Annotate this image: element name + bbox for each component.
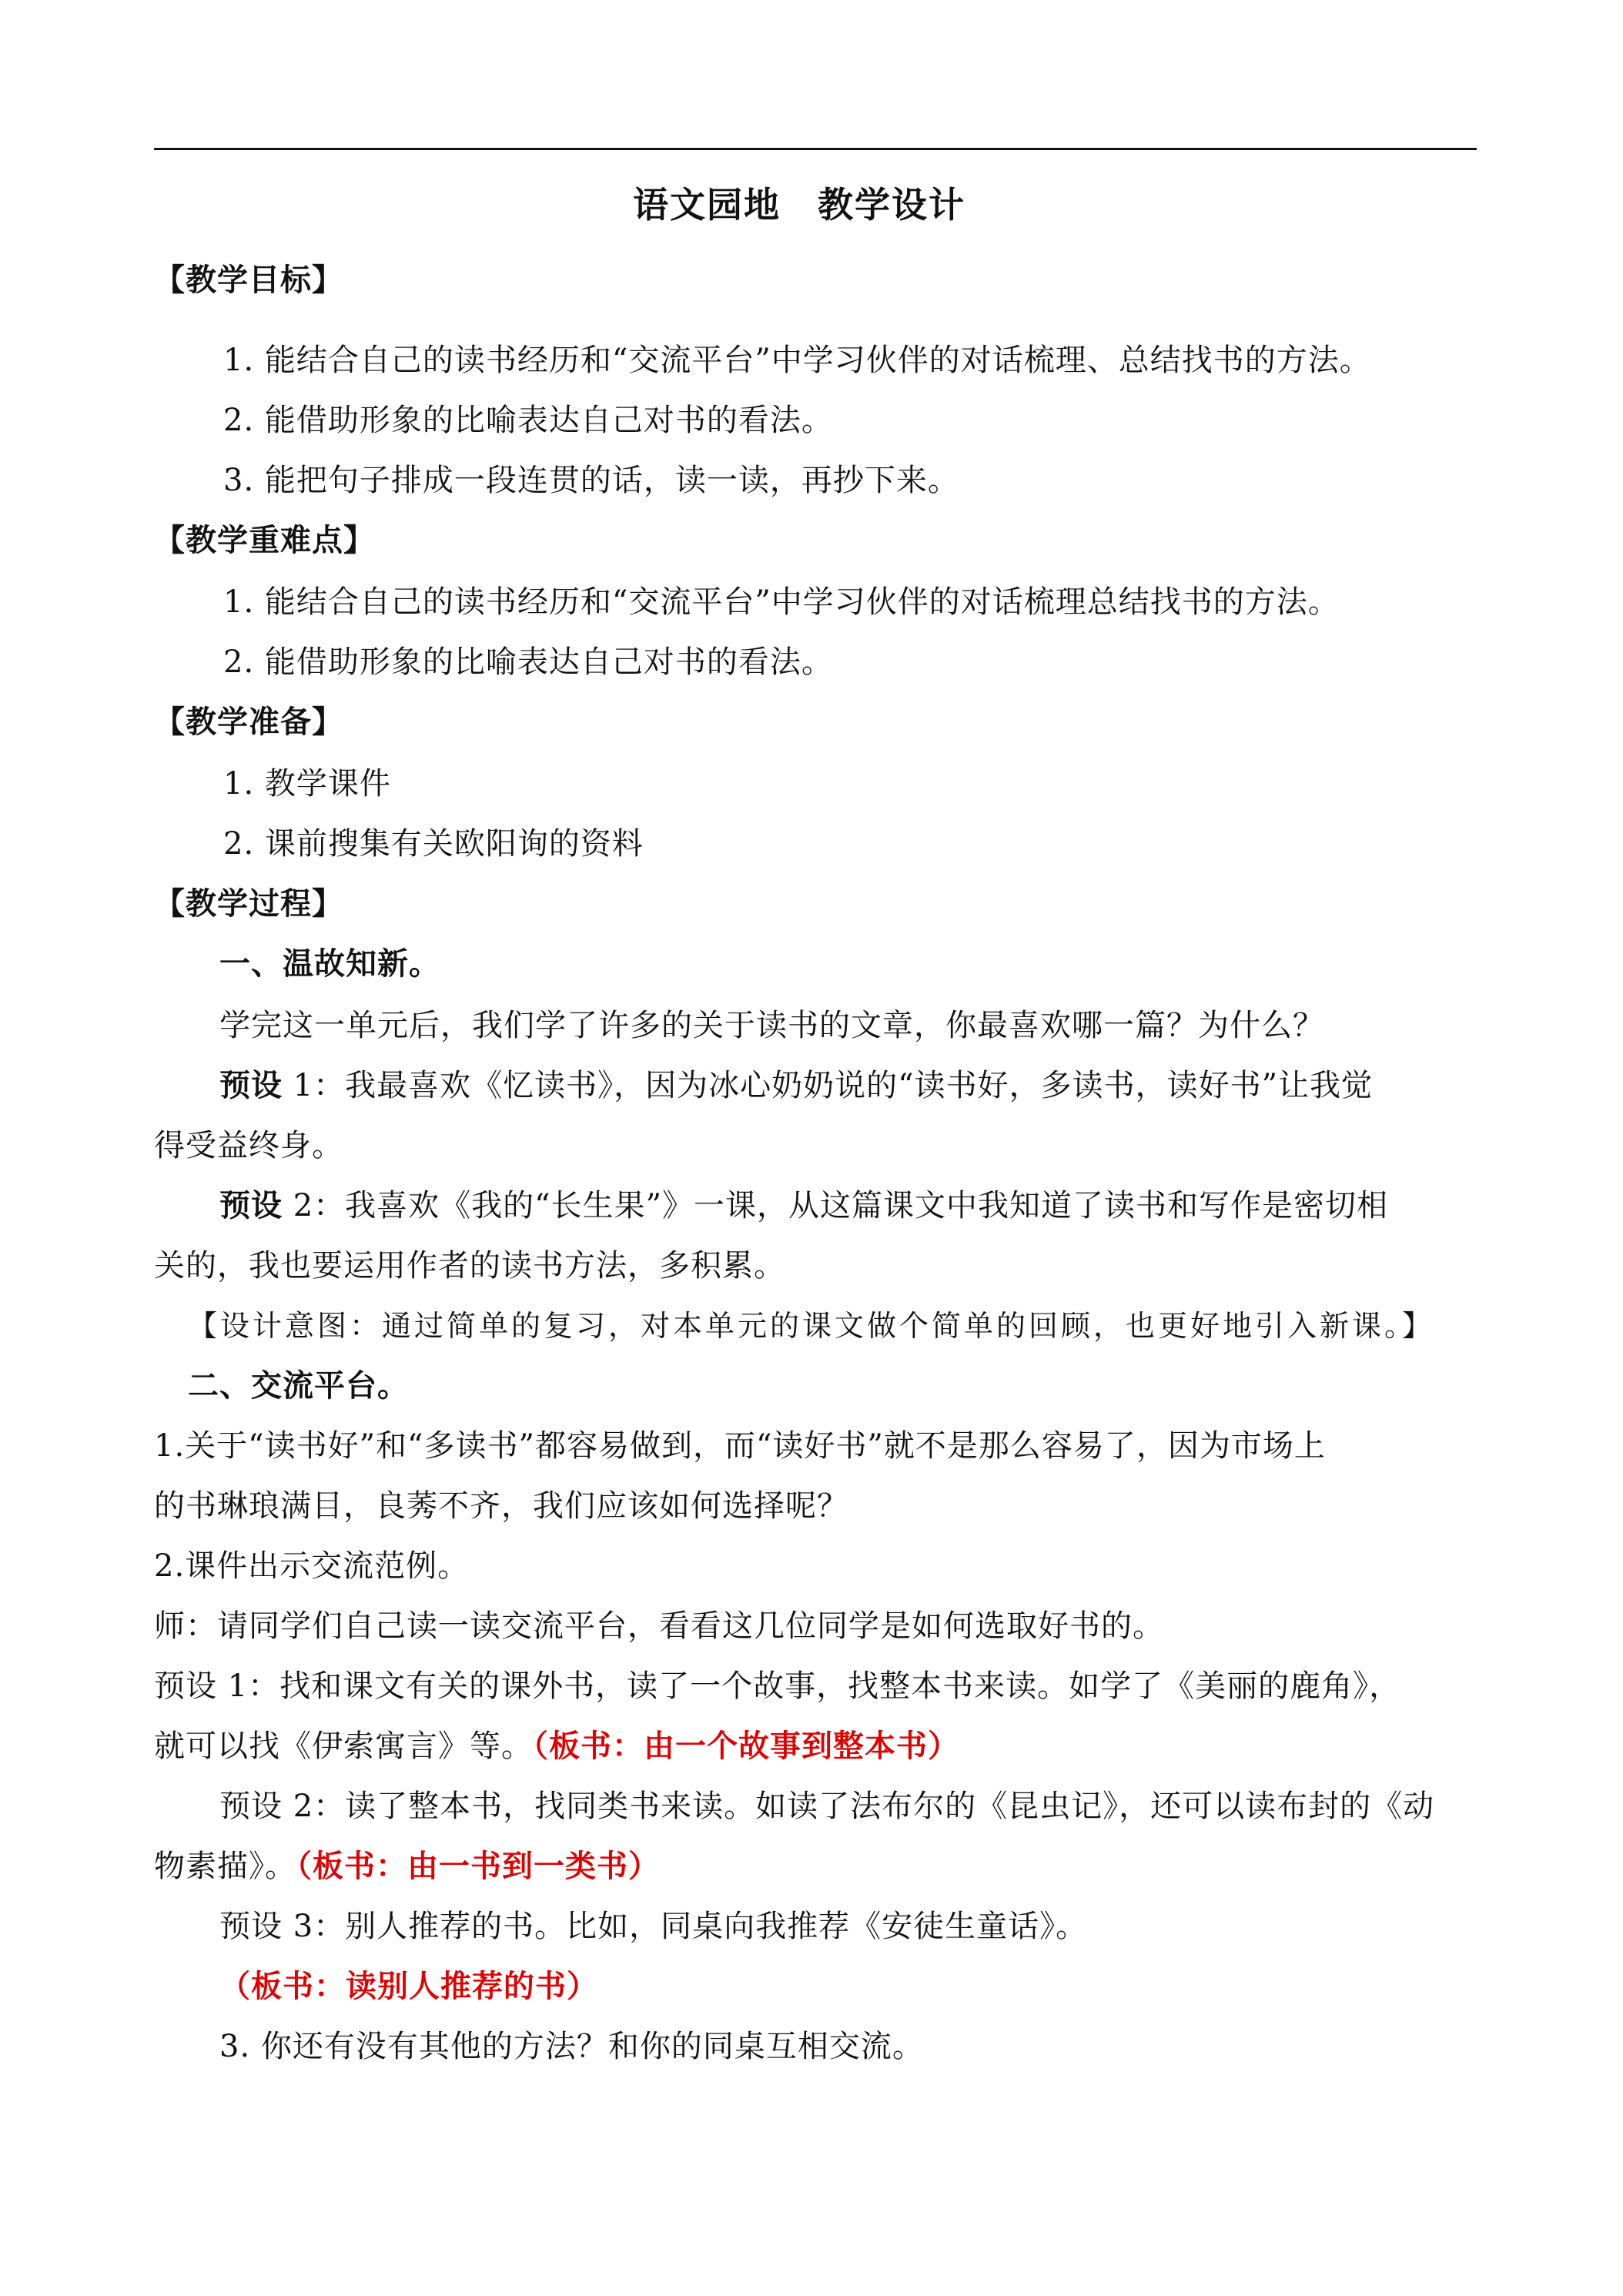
part-heading-exchange: 二、交流平台。 — [188, 1367, 409, 1404]
preset-1-line-2: 得受益终身。 — [154, 1128, 343, 1163]
part-heading-review: 一、温故知新。 — [219, 946, 440, 982]
board-note: （板书：由一个故事到整本书） — [533, 1728, 959, 1764]
goal-item: 2. 能借助形象的比喻表达自己对书的看法。 — [223, 403, 833, 438]
section-heading-preparation: 【教学准备】 — [154, 704, 343, 740]
goal-item: 1. 能结合自己的读书经历和“交流平台”中学习伙伴的对话梳理、总结找书的方法。 — [223, 343, 1371, 378]
section-heading-goals: 【教学目标】 — [154, 262, 343, 298]
preparation-item: 1. 教学课件 — [223, 766, 391, 802]
example-2-line-2: 物素描》。（板书：由一书到一类书） — [154, 1848, 660, 1884]
question-1-line-1: 1.关于“读书好”和“多读书”都容易做到，而“读好书”就不是那么容易了，因为市场上 — [154, 1428, 1326, 1464]
preparation-item: 2. 课前搜集有关欧阳询的资料 — [223, 826, 644, 862]
key-point-item: 2. 能借助形象的比喻表达自己对书的看法。 — [223, 644, 833, 680]
question-3: 3. 你还有没有其他的方法？和你的同桌互相交流。 — [219, 2029, 924, 2064]
question-1-line-2: 的书琳琅满目，良莠不齐，我们应该如何选择呢？ — [154, 1488, 848, 1524]
section-heading-key-points: 【教学重难点】 — [154, 522, 375, 558]
page-title: 语文园地 教学设计 — [633, 184, 965, 226]
preset-label: 预设 — [219, 1067, 283, 1103]
example-3-line-1: 预设 3：别人推荐的书。比如，同桌向我推荐《安徒生童话》。 — [219, 1909, 1088, 1944]
review-intro: 学完这一单元后，我们学了许多的关于读书的文章，你最喜欢哪一篇？为什么？ — [219, 1008, 1324, 1043]
example-1-line-1: 预设 1：找和课文有关的课外书，读了一个故事，找整本书来读。如学了《美丽的鹿角》， — [154, 1668, 1401, 1704]
question-2: 2.课件出示交流范例。 — [154, 1548, 470, 1584]
teacher-prompt: 师：请同学们自己读一读交流平台，看看这几位同学是如何选取好书的。 — [154, 1608, 1164, 1644]
board-note: （板书：读别人推荐的书） — [219, 1968, 598, 2004]
header-rule — [154, 148, 1477, 150]
design-intent-note: 【设计意图：通过简单的复习，对本单元的课文做个简单的回顾，也更好地引入新课。】 — [188, 1309, 1435, 1343]
preset-2-line-2: 关的，我也要运用作者的读书方法，多积累。 — [154, 1248, 785, 1284]
section-heading-process: 【教学过程】 — [154, 885, 343, 922]
preset-1-line-1: 预设 1：我最喜欢《忆读书》，因为冰心奶奶说的“读书好，多读书，读好书”让我觉 — [219, 1067, 1374, 1103]
example-1-line-2: 就可以找《伊索寓言》等。（板书：由一个故事到整本书） — [154, 1728, 959, 1764]
example-2-line-1: 预设 2：读了整本书，找同类书来读。如读了法布尔的《昆虫记》，还可以读布封的《动 — [219, 1789, 1435, 1824]
preset-2-line-1: 预设 2：我喜欢《我的“长生果”》一课，从这篇课文中我知道了读书和写作是密切相 — [219, 1187, 1389, 1223]
board-note: （板书：由一书到一类书） — [296, 1848, 660, 1884]
preset-label: 预设 — [219, 1187, 283, 1223]
goal-item: 3. 能把句子排成一段连贯的话，读一读，再抄下来。 — [223, 463, 959, 498]
key-point-item: 1. 能结合自己的读书经历和“交流平台”中学习伙伴的对话梳理总结找书的方法。 — [223, 584, 1340, 620]
